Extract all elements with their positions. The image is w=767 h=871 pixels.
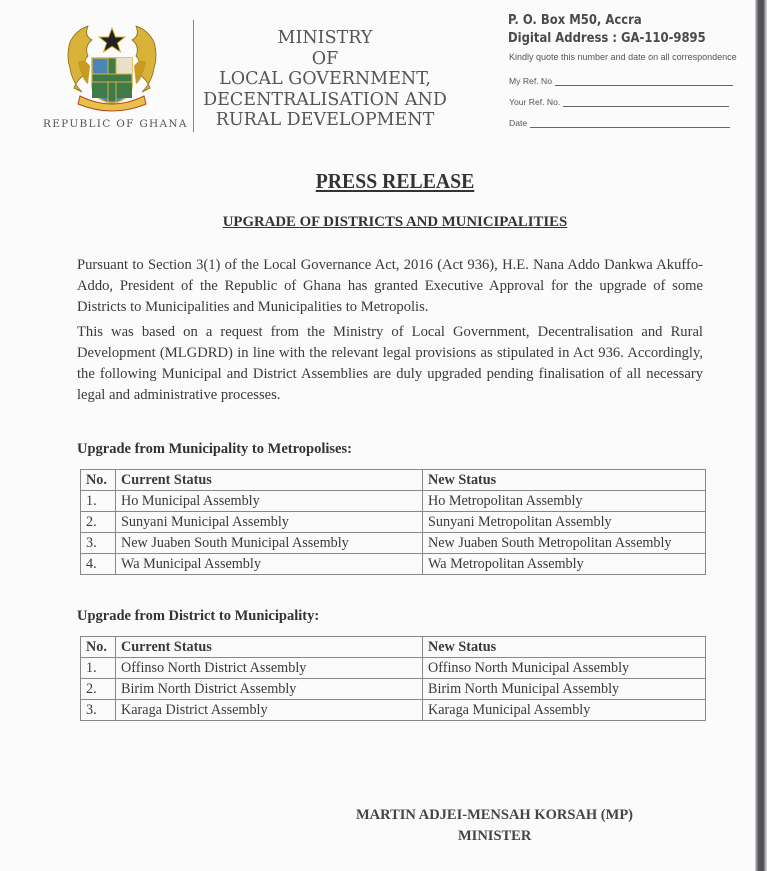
date-label: Date xyxy=(509,118,528,128)
table-header-row xyxy=(81,470,706,491)
table-header-row xyxy=(81,637,706,658)
table-cell: Offinso North Municipal Assembly xyxy=(423,658,706,679)
table-row xyxy=(81,512,706,533)
table-cell: 2. xyxy=(81,679,116,700)
table-cell: Karaga District Assembly xyxy=(116,700,423,721)
table-cell: Ho Municipal Assembly xyxy=(116,491,423,512)
column-header: New Status xyxy=(423,637,706,658)
paragraph: This was based on a request from the Ministry of Local Government, Decentralisation and Rural Development (MLGDRD) in line with the relevant legal provisions as stipulated in Act 936. Accordingly, the following Municipal and District Assemblies are duly upgraded pending finalisation of all necessary legal and administrative processes. xyxy=(77,324,703,403)
district-to-municipality-table xyxy=(80,636,706,721)
table-row xyxy=(81,700,706,721)
paragraph: Pursuant to Section 3(1) of the Local Governance Act, 2016 (Act 936), H.E. Nana Addo Dankwa Akuffo-Addo, President of the Republic of Ghana has granted Executive Approval for the upgrade of some Districts to Municipalities and Municipalities to Metropolis. xyxy=(77,257,703,315)
letterhead-divider xyxy=(193,20,194,132)
signatory-name: MARTIN ADJEI-MENSAH KORSAH (MP) xyxy=(356,807,634,823)
table-cell: New Juaben South Municipal Assembly xyxy=(116,533,423,554)
document-title: PRESS RELEASE xyxy=(315,169,475,193)
column-header: No. xyxy=(81,637,116,658)
ministry-line: MINISTRY xyxy=(277,28,373,48)
ministry-line: RURAL DEVELOPMENT xyxy=(215,110,435,130)
table-cell: Karaga Municipal Assembly xyxy=(423,700,706,721)
table-cell: Wa Metropolitan Assembly xyxy=(423,554,706,575)
republic-of-ghana-label: REPUBLIC OF GHANA xyxy=(43,118,188,130)
column-header: Current Status xyxy=(116,470,423,491)
signatory-title: MINISTER xyxy=(458,828,532,844)
your-ref-line xyxy=(563,98,729,107)
table-row xyxy=(81,554,706,575)
table-row xyxy=(81,491,706,512)
table-row xyxy=(81,679,706,700)
digital-address: Digital Address : GA-110-9895 xyxy=(508,31,706,46)
ministry-name xyxy=(200,28,450,131)
table-cell: Offinso North District Assembly xyxy=(116,658,423,679)
table-cell: 3. xyxy=(81,533,116,554)
table-cell: 1. xyxy=(81,491,116,512)
table-cell: 2. xyxy=(81,512,116,533)
your-ref-field xyxy=(509,97,729,107)
table-cell: 1. xyxy=(81,658,116,679)
ministry-line: OF xyxy=(311,48,339,69)
postal-address xyxy=(508,12,706,48)
table-row xyxy=(81,533,706,554)
your-ref-label: Your Ref. No. xyxy=(509,97,561,107)
table-row xyxy=(81,658,706,679)
table-cell: 3. xyxy=(81,700,116,721)
column-header: No. xyxy=(81,470,116,491)
column-header: Current Status xyxy=(116,637,423,658)
ministry-line: LOCAL GOVERNMENT, xyxy=(219,69,431,89)
municipality-to-metropolis-table xyxy=(80,469,706,575)
date-line xyxy=(530,119,730,128)
table-heading: Upgrade from District to Municipality: xyxy=(77,608,320,624)
my-ref-label: My Ref. No xyxy=(509,76,552,86)
my-ref-field xyxy=(509,76,733,86)
date-field xyxy=(509,118,730,128)
ghana-coat-of-arms-icon xyxy=(62,22,162,117)
table-cell: Birim North Municipal Assembly xyxy=(423,679,706,700)
page-edge-shadow xyxy=(755,0,767,871)
table-cell: New Juaben South Metropolitan Assembly xyxy=(423,533,706,554)
table-cell: Ho Metropolitan Assembly xyxy=(423,491,706,512)
ministry-line: DECENTRALISATION AND xyxy=(203,89,447,110)
po-box: P. O. Box M50, Accra xyxy=(508,13,642,28)
table-cell: Birim North District Assembly xyxy=(116,679,423,700)
table-cell: 4. xyxy=(81,554,116,575)
column-header: New Status xyxy=(423,470,706,491)
my-ref-line xyxy=(555,77,733,86)
document-subtitle: UPGRADE OF DISTRICTS AND MUNICIPALITIES xyxy=(222,214,568,230)
table-cell: Wa Municipal Assembly xyxy=(116,554,423,575)
table-cell: Sunyani Municipal Assembly xyxy=(116,512,423,533)
table-heading: Upgrade from Municipality to Metropolises: xyxy=(77,441,352,457)
table-cell: Sunyani Metropolitan Assembly xyxy=(423,512,706,533)
quote-notice: Kindly quote this number and date on all correspondence xyxy=(509,52,737,62)
